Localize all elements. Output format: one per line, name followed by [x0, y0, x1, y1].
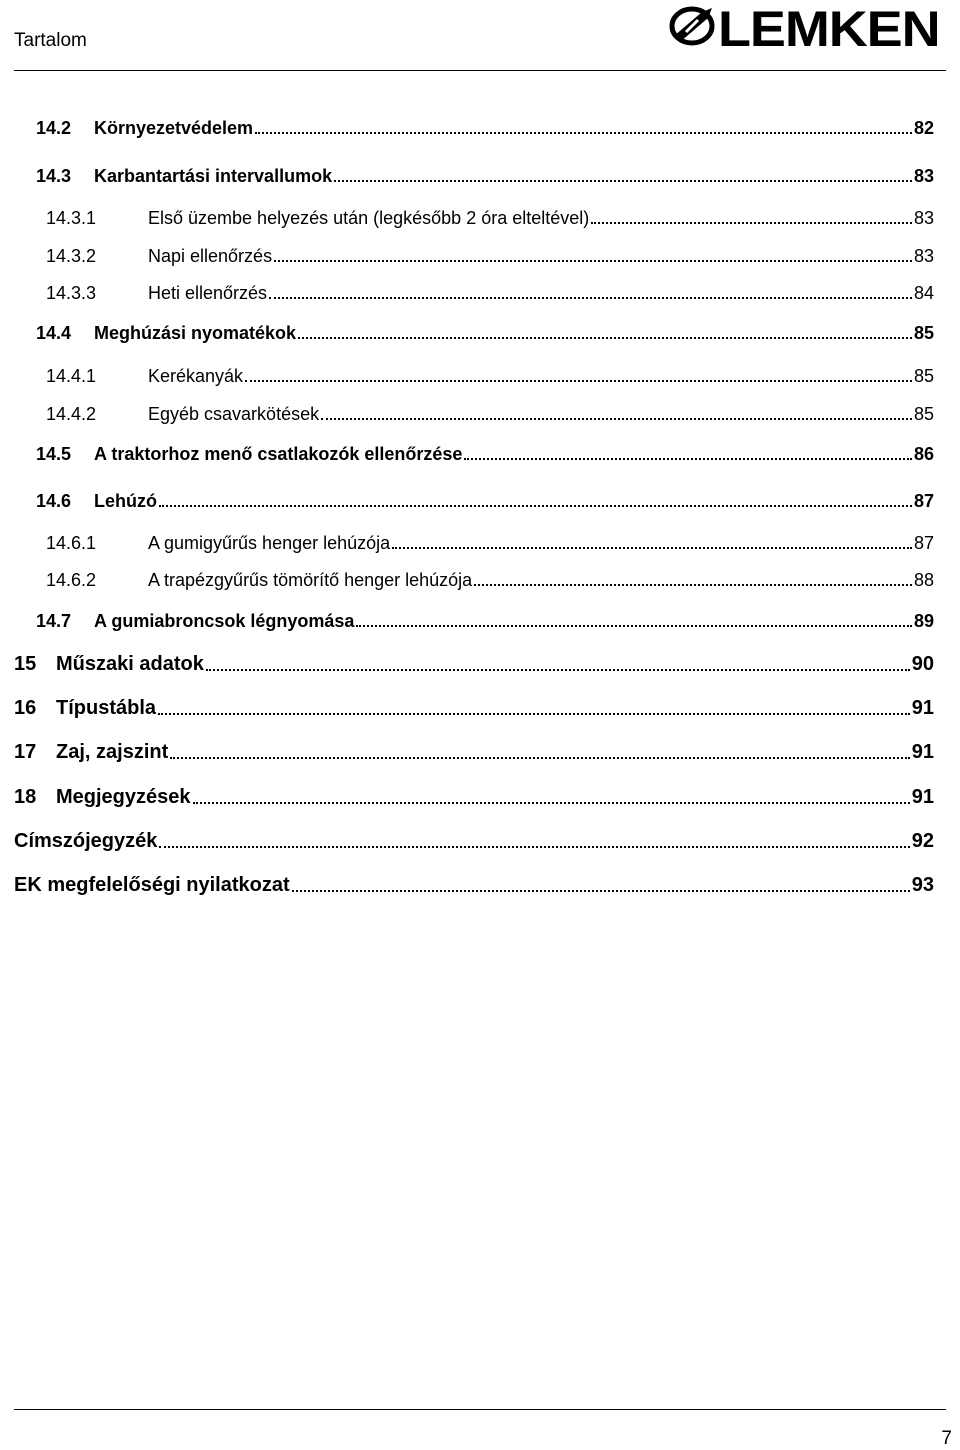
- toc-entry-page: 93: [911, 874, 934, 896]
- toc-entry-page: 85: [913, 404, 934, 424]
- toc-dot-leader: [334, 180, 912, 182]
- toc-entry-number: 14.4: [36, 323, 72, 343]
- toc-dot-leader: [474, 584, 912, 586]
- toc-entry-number: 16: [14, 697, 37, 719]
- toc-entry[interactable]: [14, 653, 934, 676]
- toc-entry-page: 92: [911, 830, 934, 852]
- toc-entry[interactable]: [14, 830, 934, 853]
- toc-entry-number: 14.7: [36, 611, 72, 631]
- toc-entry-page: 91: [911, 786, 934, 808]
- toc-entry-title: Lehúzó: [94, 491, 157, 511]
- toc-entry-title: Első üzembe helyezés után (legkésőbb 2 óra elteltével): [148, 208, 590, 228]
- toc-entry[interactable]: [46, 404, 934, 425]
- lemken-logo: [668, 1, 950, 57]
- toc-entry[interactable]: [36, 323, 934, 344]
- toc-entry-page: 85: [913, 323, 934, 343]
- toc-entry[interactable]: [36, 444, 934, 465]
- toc-dot-leader: [298, 337, 912, 339]
- toc-dot-leader: [206, 669, 910, 671]
- toc-entry[interactable]: [46, 246, 934, 267]
- toc-dot-leader: [464, 458, 912, 460]
- toc-entry[interactable]: [14, 874, 934, 897]
- toc-dot-leader: [159, 505, 912, 507]
- toc-dot-leader: [321, 418, 912, 420]
- toc-entry-number: 14.4.2: [46, 404, 97, 424]
- toc-entry-title: Karbantartási intervallumok: [94, 166, 333, 186]
- toc-entry-page: 84: [913, 283, 934, 303]
- toc-entry-number: 14.3.2: [46, 246, 97, 266]
- toc-dot-leader: [292, 890, 910, 892]
- section-title: Tartalom: [14, 30, 87, 51]
- toc-entry-title: A gumigyűrűs henger lehúzója: [148, 533, 391, 553]
- toc-entry-page: 83: [913, 246, 934, 266]
- toc-entry-number: 14.6.2: [46, 570, 97, 590]
- toc-dot-leader: [193, 802, 910, 804]
- toc-entry-number: 14.2: [36, 118, 72, 138]
- toc-entry-page: 83: [913, 166, 934, 186]
- toc-dot-leader: [591, 222, 912, 224]
- toc-entry-number: 14.6.1: [46, 533, 97, 553]
- toc-entry-page: 88: [913, 570, 934, 590]
- toc-entry[interactable]: [36, 491, 934, 512]
- header-divider: [14, 70, 946, 71]
- toc-dot-leader: [255, 132, 912, 134]
- page-number: 7: [941, 1428, 952, 1449]
- toc-entry-title: Kerékanyák: [148, 366, 244, 386]
- toc-dot-leader: [158, 713, 910, 715]
- toc-entry[interactable]: [36, 118, 934, 139]
- toc-entry-page: 82: [913, 118, 934, 138]
- toc-dot-leader: [392, 547, 912, 549]
- toc-entry-number: 17: [14, 741, 37, 763]
- toc-entry-page: 86: [913, 444, 934, 464]
- toc-entry-number: 15: [14, 653, 37, 675]
- toc-entry-number: 18: [14, 786, 37, 808]
- logo-wordmark: LEMKEN: [718, 1, 940, 57]
- toc-entry-title: A trapézgyűrűs tömörítő henger lehúzója: [148, 570, 473, 590]
- toc-entry-title: Napi ellenőrzés: [148, 246, 273, 266]
- toc-entry-number: 14.3.1: [46, 208, 97, 228]
- toc-entry[interactable]: [46, 283, 934, 304]
- toc-entry[interactable]: [14, 786, 934, 809]
- toc-dot-leader: [356, 625, 912, 627]
- toc-entry-page: 87: [913, 491, 934, 511]
- toc-entry[interactable]: [14, 741, 934, 764]
- toc-entry-title: Meghúzási nyomatékok: [94, 323, 297, 343]
- toc-entry-page: 87: [913, 533, 934, 553]
- toc-dot-leader: [170, 757, 910, 759]
- toc-entry-title: Címszójegyzék: [14, 830, 158, 852]
- toc-entry-title: Típustábla: [56, 697, 157, 719]
- lemken-emblem-icon: [668, 2, 720, 54]
- toc-entry-number: 14.3: [36, 166, 72, 186]
- toc-entry[interactable]: [46, 208, 934, 229]
- toc-entry-page: 85: [913, 366, 934, 386]
- toc-entry-page: 91: [911, 697, 934, 719]
- toc-entry-page: 83: [913, 208, 934, 228]
- toc-dot-leader: [159, 846, 909, 848]
- toc-entry-title: Megjegyzések: [56, 786, 191, 808]
- toc-entry-page: 90: [911, 653, 934, 675]
- toc-entry-title: Környezetvédelem: [94, 118, 254, 138]
- toc-entry[interactable]: [36, 166, 934, 187]
- toc-entry-page: 89: [913, 611, 934, 631]
- toc-entry-title: Heti ellenőrzés: [148, 283, 268, 303]
- toc-entry-title: EK megfelelőségi nyilatkozat: [14, 874, 290, 896]
- toc-entry-title: Zaj, zajszint: [56, 741, 169, 763]
- toc-entry[interactable]: [46, 570, 934, 591]
- toc-dot-leader: [245, 380, 912, 382]
- toc-entry-title: A gumiabroncsok légnyomása: [94, 611, 355, 631]
- toc-entry-number: 14.4.1: [46, 366, 97, 386]
- toc-entry-number: 14.3.3: [46, 283, 97, 303]
- toc-entry[interactable]: [36, 611, 934, 632]
- toc-entry-title: Egyéb csavarkötések: [148, 404, 320, 424]
- toc-entry[interactable]: [46, 366, 934, 387]
- toc-entry-number: 14.5: [36, 444, 72, 464]
- toc-entry-title: A traktorhoz menő csatlakozók ellenőrzése: [94, 444, 463, 464]
- toc-dot-leader: [274, 260, 912, 262]
- toc-dot-leader: [269, 297, 912, 299]
- toc-entry-title: Műszaki adatok: [56, 653, 204, 675]
- footer-divider: [14, 1409, 946, 1410]
- toc-entry-number: 14.6: [36, 491, 72, 511]
- toc-entry-page: 91: [911, 741, 934, 763]
- toc-entry[interactable]: [14, 697, 934, 720]
- toc-entry[interactable]: [46, 533, 934, 554]
